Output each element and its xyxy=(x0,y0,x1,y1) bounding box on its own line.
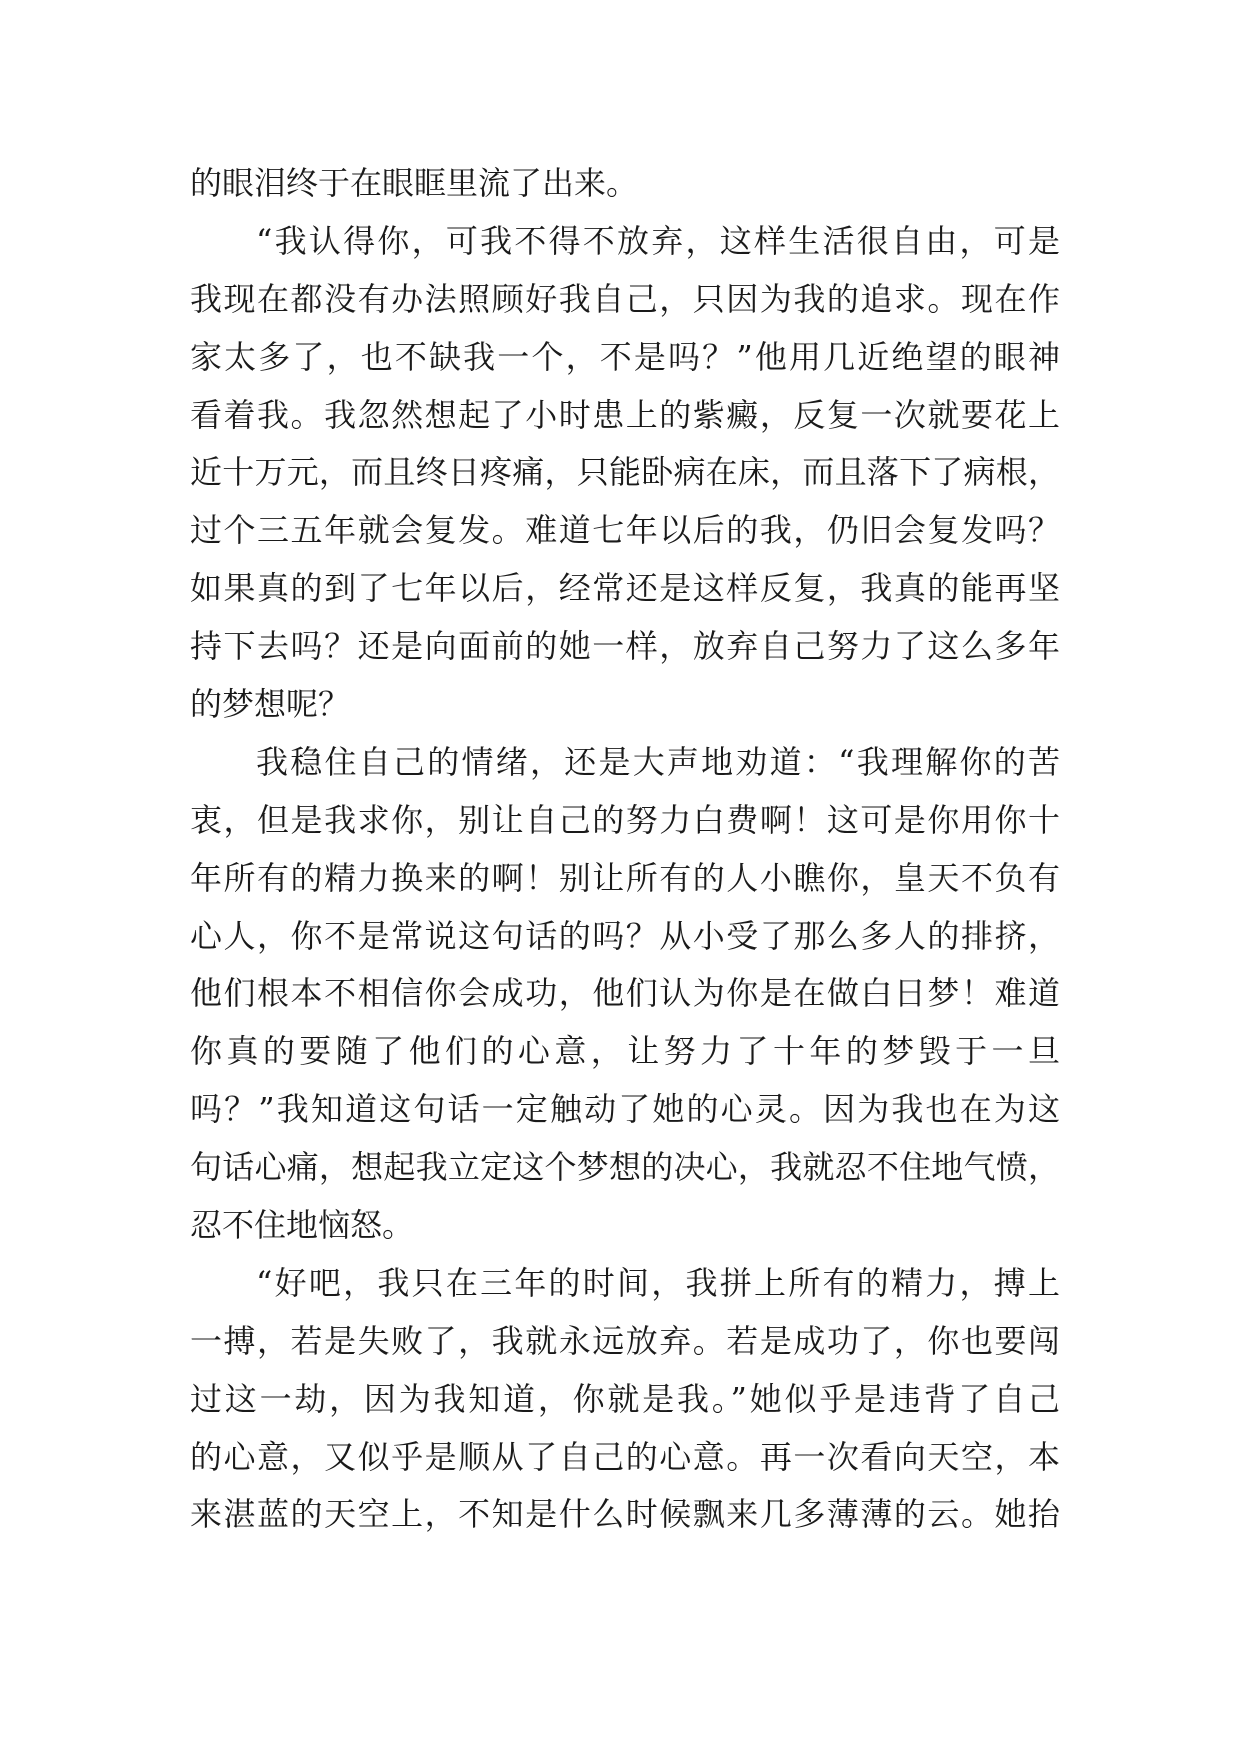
text-line: 持下去吗？还是向面前的她一样，放弃自己努力了这么多年 xyxy=(190,627,1060,666)
text-line: 过这一劫，因为我知道，你就是我。”她似乎是违背了自己 xyxy=(190,1379,1060,1418)
text-line: 年所有的精力换来的啊！别让所有的人小瞧你，皇天不负有 xyxy=(190,858,1060,897)
text-line: 一搏，若是失败了，我就永远放弃。若是成功了，你也要闯 xyxy=(190,1321,1060,1360)
text-line: 我现在都没有办法照顾好我自己，只因为我的追求。现在作 xyxy=(190,279,1060,318)
text-line: 如果真的到了七年以后，经常还是这样反复，我真的能再坚 xyxy=(190,569,1060,608)
body-text xyxy=(190,155,1060,1544)
text-line: 句话心痛，想起我立定这个梦想的决心，我就忍不住地气愤， xyxy=(190,1148,1060,1187)
text-line: 心人，你不是常说这句话的吗？从小受了那么多人的排挤， xyxy=(190,916,1060,955)
text-line: 看着我。我忽然想起了小时患上的紫癜，反复一次就要花上 xyxy=(190,395,1060,434)
text-line: 吗？”我知道这句话一定触动了她的心灵。因为我也在为这 xyxy=(190,1090,1060,1129)
text-line: “我认得你，可我不得不放弃，这样生活很自由，可是 xyxy=(256,221,1060,260)
text-line: 的心意，又似乎是顺从了自己的心意。再一次看向天空，本 xyxy=(190,1437,1060,1476)
text-line: 衷，但是我求你，别让自己的努力白费啊！这可是你用你十 xyxy=(190,800,1060,839)
text-line: 忍不住地恼怒。 xyxy=(190,1206,415,1245)
text-line: “好吧，我只在三年的时间，我拼上所有的精力，搏上 xyxy=(256,1263,1060,1302)
text-line: 你真的要随了他们的心意，让努力了十年的梦毁于一旦 xyxy=(190,1032,1060,1071)
text-line: 过个三五年就会复发。难道七年以后的我，仍旧会复发吗？ xyxy=(190,511,1060,550)
text-line: 我稳住自己的情绪，还是大声地劝道：“我理解你的苦 xyxy=(256,742,1060,781)
text-line: 家太多了，也不缺我一个，不是吗？”他用几近绝望的眼神 xyxy=(190,337,1060,376)
text-line: 他们根本不相信你会成功，他们认为你是在做白日梦！难道 xyxy=(190,974,1060,1013)
text-line: 近十万元，而且终日疼痛，只能卧病在床，而且落下了病根， xyxy=(190,453,1060,492)
text-line: 来湛蓝的天空上，不知是什么时候飘来几多薄薄的云。她抬 xyxy=(190,1495,1060,1534)
text-line: 的眼泪终于在眼眶里流了出来。 xyxy=(190,164,639,202)
text-line: 的梦想呢？ xyxy=(190,685,351,724)
